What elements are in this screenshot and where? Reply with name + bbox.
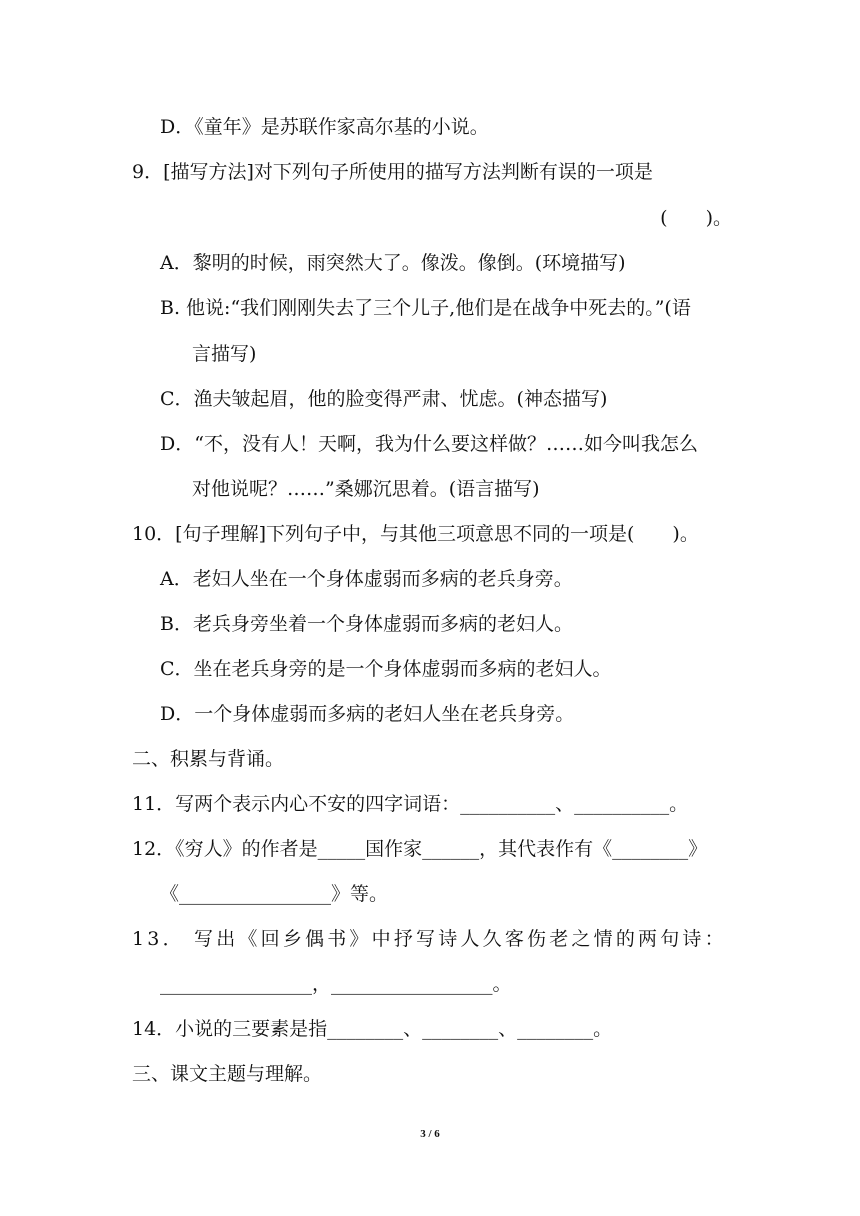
page-number: 3 / 6: [420, 1128, 440, 1140]
q14: 14．小说的三要素是指________、________、________。: [132, 1018, 613, 1040]
q10-option-c: C．坐在老兵身旁的是一个身体虚弱而多病的老妇人。: [160, 658, 612, 680]
q9-option-c: C．渔夫皱起眉，他的脸变得严肃、忧虑。(神态描写): [160, 388, 608, 410]
q9-option-a: A．黎明的时候，雨突然大了。像泼。像倒。(环境描写): [160, 252, 626, 274]
q10-option-a: A．老妇人坐在一个身体虚弱而多病的老兵身旁。: [160, 568, 573, 590]
q12-cont: 《________________》等。: [160, 883, 389, 905]
q10-option-d: D．一个身体虚弱而多病的老妇人坐在老兵身旁。: [160, 703, 575, 725]
q9-option-d: D．“不，没有人！天啊，我为什么要这样做？……如今叫我怎么: [160, 433, 698, 455]
q9-answer-blank: ( )。: [660, 207, 732, 229]
q10-option-b: B．老兵身旁坐着一个身体虚弱而多病的老妇人。: [160, 613, 573, 635]
q10-stem: 10．[句子理解]下列句子中，与其他三项意思不同的一项是( )。: [132, 523, 699, 545]
q13-blanks: ________________，_________________。: [160, 973, 512, 995]
q8-option-d: D．《童年》是苏联作家高尔基的小说。: [160, 116, 489, 138]
q9-option-d-cont: 对他说呢？……”桑娜沉思着。(语言描写): [192, 478, 540, 500]
q9-option-b-cont: 言描写): [192, 343, 257, 365]
section-3-heading: 三、课文主题与理解。: [132, 1063, 323, 1085]
section-2-heading: 二、积累与背诵。: [132, 748, 285, 770]
q13: 13． 写出《回乡偶书》中抒写诗人久客伤老之情的两句诗：: [132, 928, 727, 950]
q9-option-b: B. 他说:“我们刚刚失去了三个儿子,他们是在战争中死去的。”(语: [160, 297, 691, 319]
q9-stem: 9．[描写方法]对下列句子所使用的描写方法判断有误的一项是: [132, 161, 653, 183]
q12: 12．《穷人》的作者是_____国作家______，其代表作有《________》: [132, 838, 708, 860]
q11: 11．写两个表示内心不安的四字词语：__________、__________。: [132, 793, 689, 815]
